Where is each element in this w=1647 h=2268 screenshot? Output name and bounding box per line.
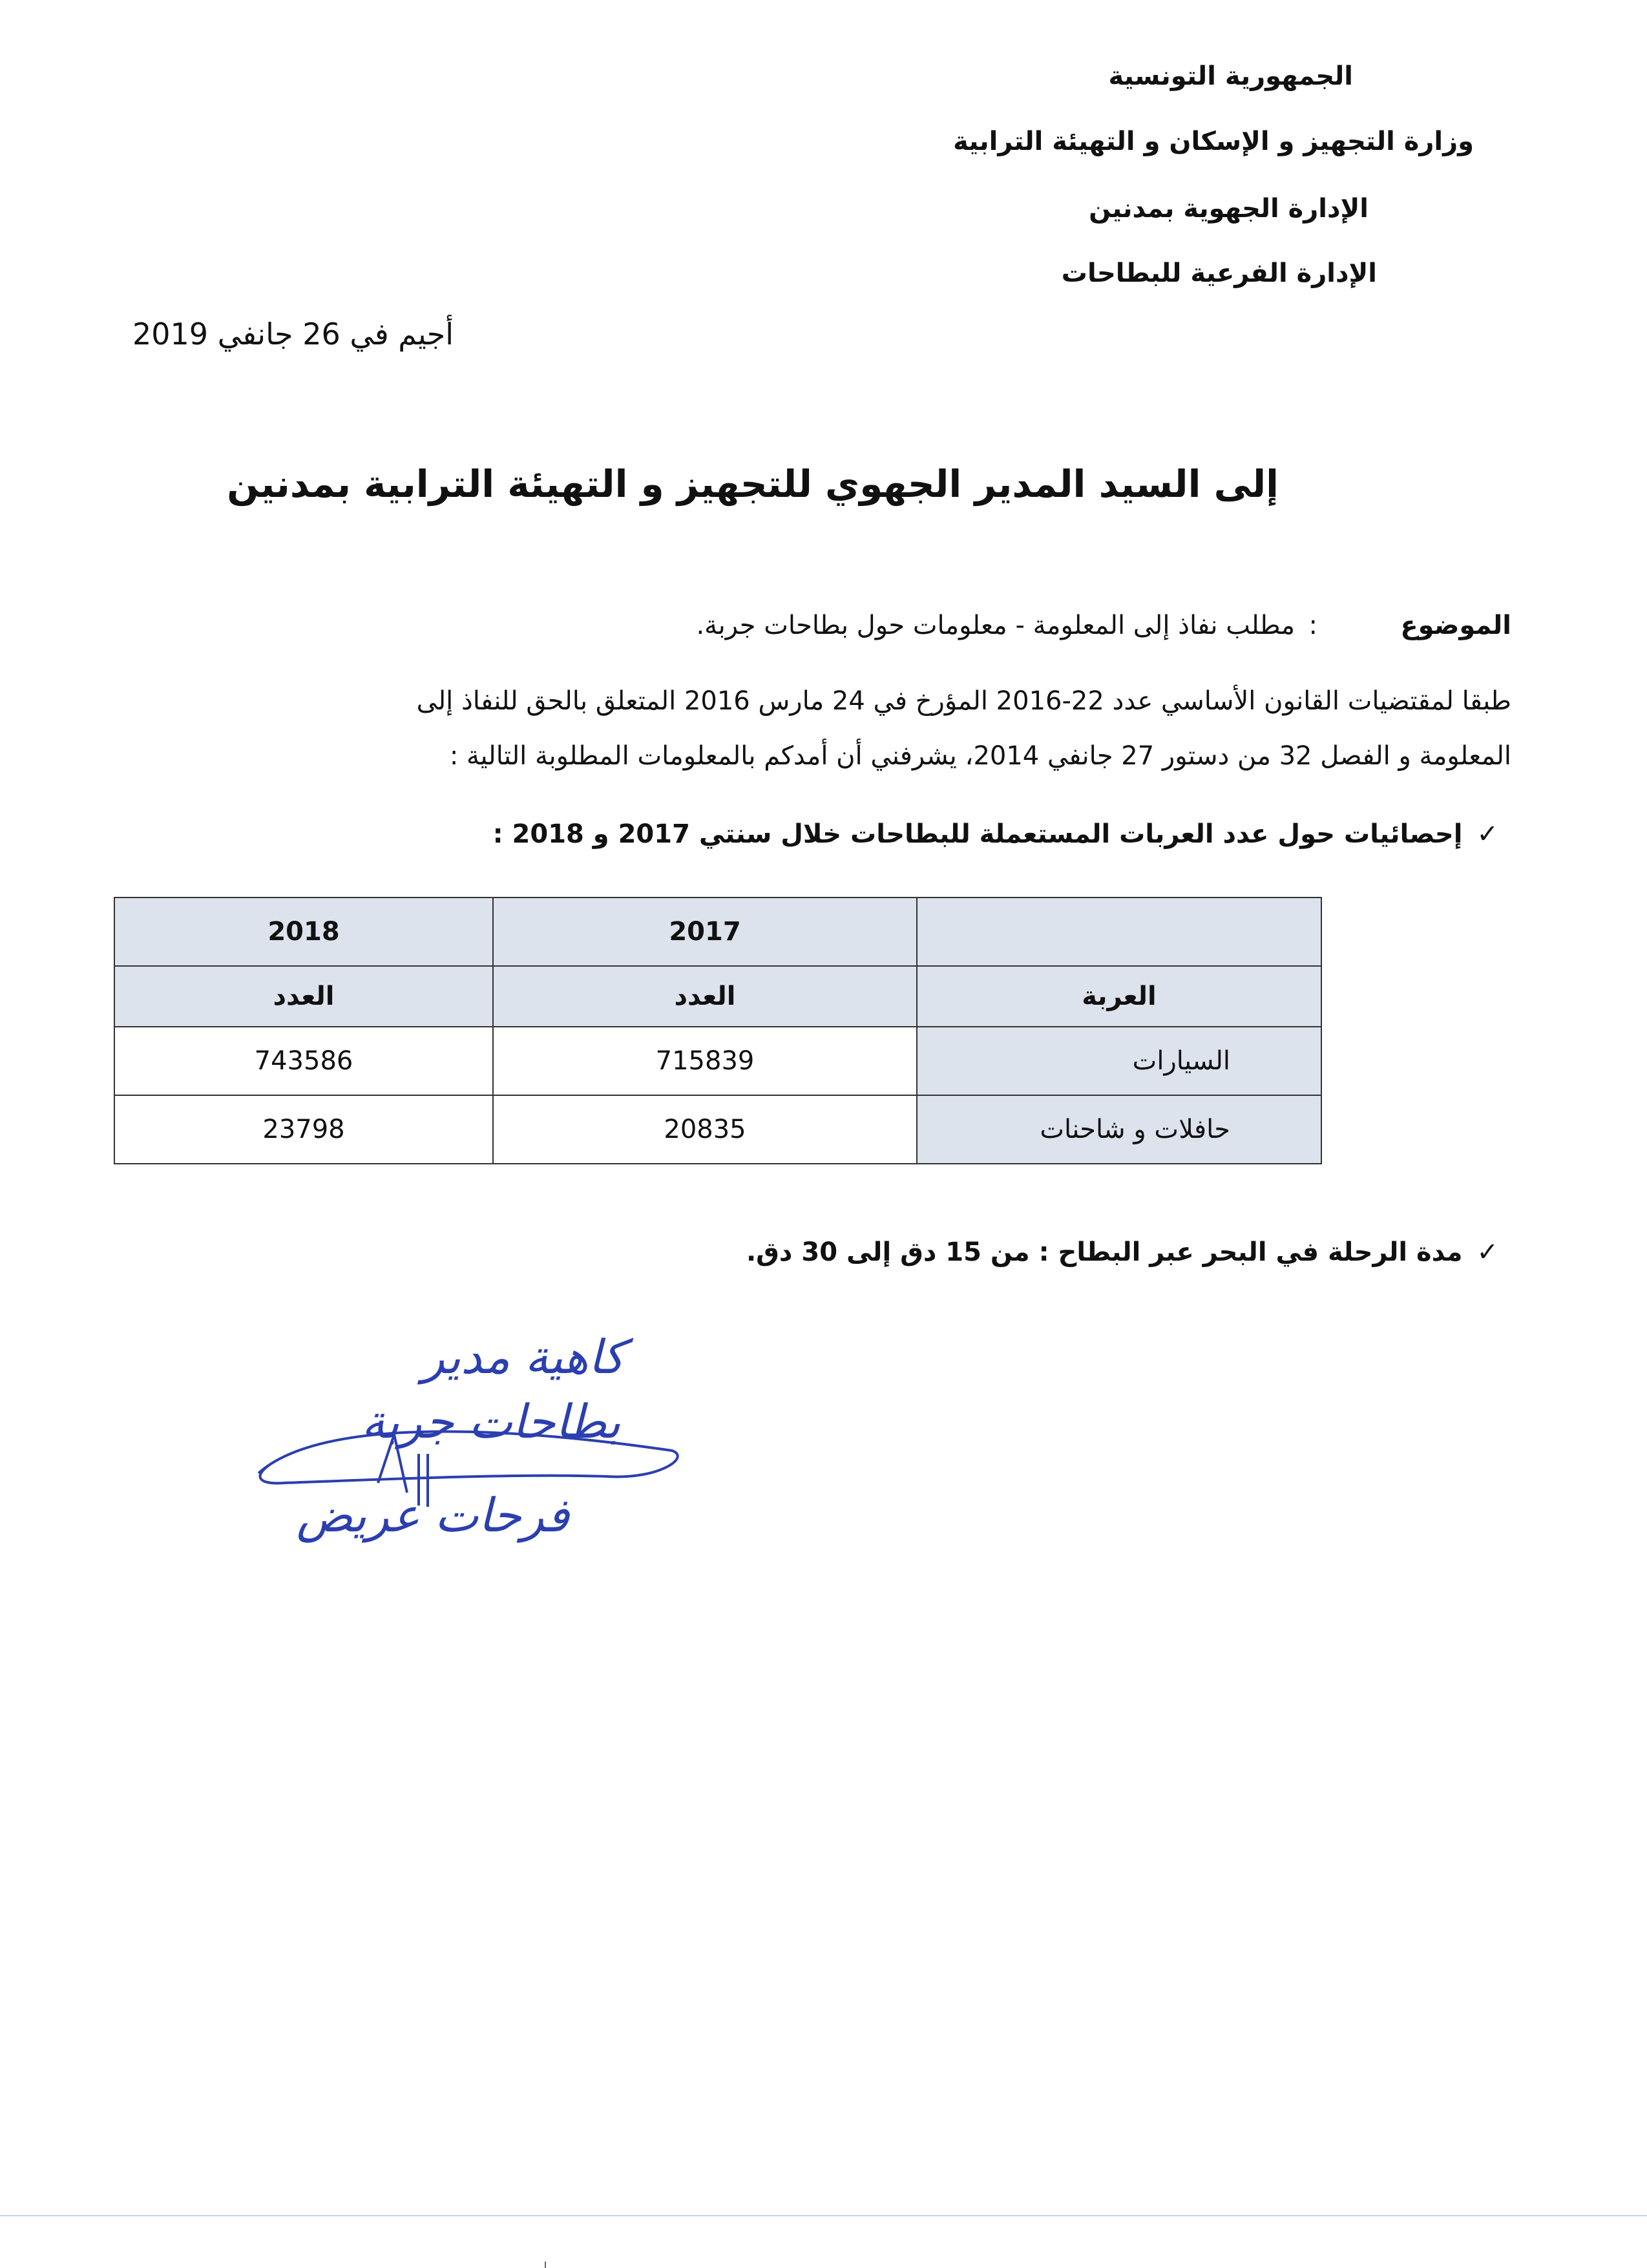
cell-buses-trucks-2017: 20835 — [493, 1095, 917, 1164]
checkmark-icon: ✓ — [1476, 1237, 1498, 1267]
scan-edge-line — [0, 2215, 1647, 2216]
header-ministry: وزارة التجهيز و الإسكان و التهيئة الترابية — [953, 127, 1474, 156]
bullet-statistics-text: إحصائيات حول عدد العربات المستعملة للبطاحات خلال سنتي 2017 و 2018 : — [492, 819, 1463, 849]
subheader-vehicle: العربة — [917, 966, 1321, 1027]
handwritten-signature — [246, 1318, 711, 1577]
header-empty-cell — [917, 898, 1321, 966]
vehicle-statistics-table — [114, 897, 1322, 1164]
table-row — [114, 1027, 1321, 1095]
addressee: إلى السيد المدير الجهوي للتجهيز و التهيئة الترابية بمدنين — [227, 462, 1279, 506]
signature-name: فرحات عريض — [296, 1488, 570, 1542]
bullet-duration-text: مدة الرحلة في البحر عبر البطاح : من 15 دق إلى 30 دق. — [746, 1237, 1463, 1267]
cell-cars-2017: 715839 — [493, 1027, 917, 1095]
letter-date: أجيم في 26 جانفي 2019 — [132, 317, 454, 352]
subheader-count-2017: العدد — [493, 966, 917, 1027]
scan-edge-tick — [545, 2262, 546, 2268]
header-year-2017: 2017 — [493, 898, 917, 966]
signature-office: بطاحات جربة — [361, 1394, 621, 1449]
subheader-count-2018: العدد — [114, 966, 493, 1027]
bullet-duration — [746, 1237, 1498, 1267]
subject-colon: : — [1308, 611, 1317, 640]
header-year-2018: 2018 — [114, 898, 493, 966]
signature-title: كاهية مدير — [422, 1330, 625, 1384]
header-regional-directorate: الإدارة الجهوية بمدنين — [1089, 194, 1369, 224]
header-sub-directorate: الإدارة الفرعية للبطاحات — [1061, 258, 1377, 288]
table-row — [114, 1095, 1321, 1164]
body-paragraph-line-1: طبقا لمقتضيات القانون الأساسي عدد 22-2016 المؤرخ في 24 مارس 2016 المتعلق بالحق للنفاذ إلى — [416, 686, 1511, 716]
checkmark-icon: ✓ — [1476, 819, 1498, 849]
body-paragraph-line-2: المعلومة و الفصل 32 من دستور 27 جانفي 2014، يشرفني أن أمدكم بالمعلومات المطلوبة التالية : — [449, 741, 1511, 771]
cell-vehicle-cars: السيارات — [917, 1027, 1321, 1095]
cell-vehicle-buses-trucks: حافلات و شاحنات — [917, 1095, 1321, 1164]
subject-label: الموضوع — [1400, 611, 1511, 640]
cell-buses-trucks-2018: 23798 — [114, 1095, 493, 1164]
bullet-statistics — [493, 819, 1498, 849]
subject-text: مطلب نفاذ إلى المعلومة - معلومات حول بطاحات جربة. — [696, 611, 1295, 640]
cell-cars-2018: 743586 — [114, 1027, 493, 1095]
table-subheader-row — [114, 966, 1321, 1027]
header-republic: الجمهورية التونسية — [1108, 61, 1353, 91]
table-year-header-row — [114, 898, 1321, 966]
